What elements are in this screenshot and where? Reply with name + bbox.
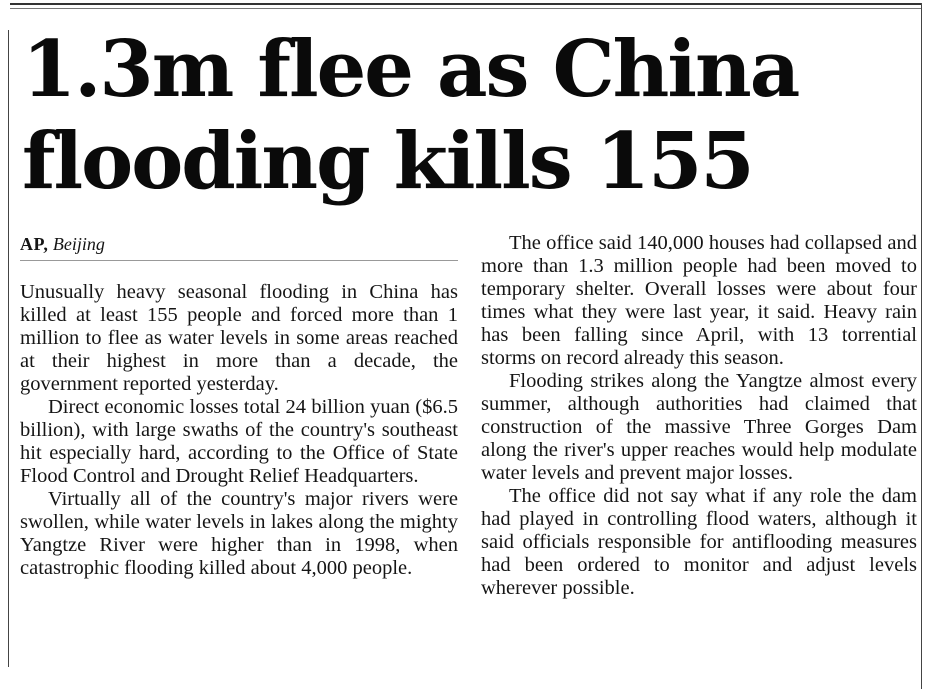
article-column-left (20, 232, 458, 580)
byline-city: Beijing (52, 234, 105, 254)
article-paragraph: Unusually heavy seasonal flooding in China has killed at least 155 people and forced more than 1 million to flee as water levels in some areas reached at their highest in more than a decade, the government reported yesterday. (20, 281, 458, 395)
article-paragraph: The office said 140,000 houses had collapsed and more than 1.3 million people had been moved to temporary shelter. Overall losses were about four times what they were last year, it said. Heavy rain has been falling since April, with 13 torrential storms on record already this season. (481, 232, 917, 369)
left-border-rule (8, 30, 9, 667)
top-border-rule (10, 3, 922, 5)
article-paragraph: The office did not say what if any role the dam had played in controlling flood waters, although it said officials responsible for antiflooding measures had been ordered to monitor and adjust levels wherever possible. (481, 485, 917, 599)
article-paragraph: Direct economic losses total 24 billion yuan ($6.5 billion), with large swaths of the country's southeast hit especially hard, according to the Office of State Flood Control and Drought Relief Headquarters. (20, 396, 458, 487)
article-paragraph: Flooding strikes along the Yangtze almost every summer, although authorities had claimed that construction of the massive Three Gorges Dam along the river's upper reaches would help modulate water levels and prevent major losses. (481, 370, 917, 484)
top-inner-rule (10, 8, 922, 9)
headline-line-1: 1.3m flee as China (22, 24, 799, 115)
article-paragraph: Virtually all of the country's major rivers were swollen, while water levels in lakes along the mighty Yangtze River were higher than in 1998, when catastrophic flooding killed about 4,000 people. (20, 488, 458, 579)
headline-line-2: flooding kills 155 (22, 116, 753, 207)
article-column-right (481, 232, 917, 600)
headline (22, 24, 902, 208)
byline (20, 232, 458, 261)
right-border-rule (921, 3, 922, 689)
byline-agency: AP, (20, 234, 49, 254)
